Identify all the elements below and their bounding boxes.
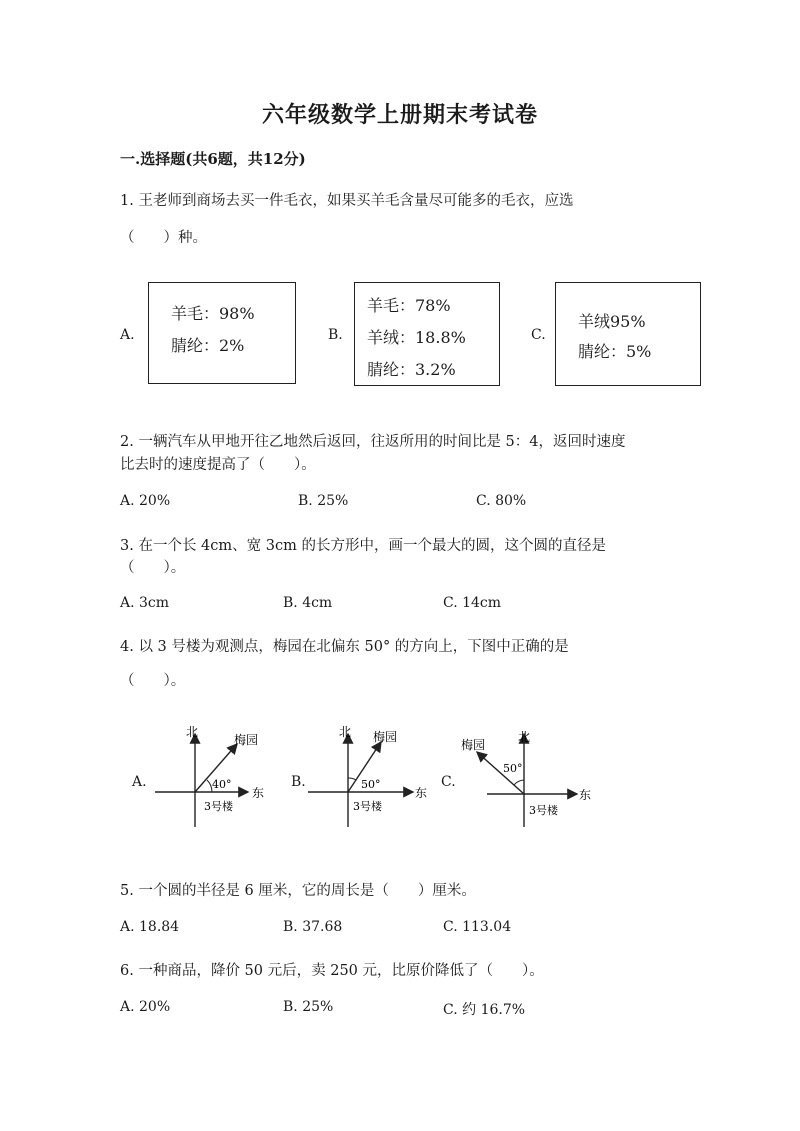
q5-option-b: B. 37.68 [283, 919, 343, 935]
question-2-text-cont: 比去时的速度提高了（ ）。 [120, 457, 316, 473]
question-3-text-cont: （ ）。 [120, 560, 186, 576]
question-4-text: 4. 以 3 号楼为观测点，梅园在北偏东 50° 的方向上，下图中正确的是 [120, 639, 569, 655]
garden-label: 梅园 [373, 730, 398, 744]
q1-option-b-label: B. [328, 327, 343, 343]
q6-option-b: B. 25% [283, 999, 334, 1015]
q5-option-c: C. 113.04 [443, 919, 512, 935]
q1-option-c-box [555, 282, 701, 386]
q2-option-b: B. 25% [298, 493, 349, 509]
q1-option-c-label: C. [531, 327, 546, 343]
q1-option-a-line: 腈纶：2% [171, 336, 245, 355]
question-4-text-cont: （ ）。 [120, 673, 186, 689]
q1-option-b-box [354, 282, 500, 386]
north-label: 北 [339, 725, 352, 739]
q2-option-c: C. 80% [476, 493, 527, 509]
angle-label: 40° [212, 778, 232, 791]
q6-option-a: A. 20% [120, 999, 171, 1015]
north-label: 北 [186, 725, 199, 739]
q1-option-b-line: 羊绒：18.8% [367, 328, 466, 347]
q1-option-b-line: 腈纶：3.2% [367, 360, 456, 379]
angle-label: 50° [503, 762, 523, 775]
garden-label: 梅园 [234, 733, 259, 747]
q6-option-c: C. 约 16.7% [443, 1002, 526, 1018]
q1-option-b-line: 羊毛：78% [367, 296, 451, 315]
q3-option-a: A. 3cm [120, 595, 170, 611]
east-label: 东 [252, 786, 265, 800]
question-3-text: 3. 在一个长 4cm、宽 3cm 的长方形中，画一个最大的圆，这个圆的直径是 [120, 538, 606, 554]
building-label: 3号楼 [204, 800, 233, 813]
q1-option-a-label: A. [120, 327, 135, 343]
q3-option-c: C. 14cm [443, 595, 502, 611]
east-label: 东 [579, 788, 592, 802]
q4-diagram-b [303, 722, 433, 834]
question-6-text: 6. 一种商品，降价 50 元后，卖 250 元，比原价降低了（ ）。 [120, 963, 544, 979]
q4-diagram-a [150, 722, 280, 834]
angle-label: 50° [361, 778, 381, 791]
question-5-text: 5. 一个圆的半径是 6 厘米，它的周长是（ ）厘米。 [120, 883, 476, 899]
question-1-text-cont: （ ）种。 [120, 230, 207, 246]
section-heading: 一.选择题(共6题，共12分) [120, 150, 306, 168]
building-label: 3号楼 [529, 804, 558, 817]
q5-option-a: A. 18.84 [120, 919, 180, 935]
q4-diagram-c [455, 722, 595, 834]
q3-option-b: B. 4cm [283, 595, 333, 611]
q4-option-c-label: C. [441, 774, 456, 790]
q1-option-a-line: 羊毛：98% [171, 304, 255, 323]
garden-label: 梅园 [461, 738, 486, 752]
east-label: 东 [415, 786, 428, 800]
q1-option-c-line: 羊绒95% [578, 312, 646, 331]
building-label: 3号楼 [353, 800, 382, 813]
q4-option-b-label: B. [291, 774, 306, 790]
page-title: 六年级数学上册期末考试卷 [261, 102, 538, 128]
q4-option-a-label: A. [132, 774, 147, 790]
q1-option-c-line: 腈纶：5% [578, 342, 652, 361]
question-1-text: 1. 王老师到商场去买一件毛衣，如果买羊毛含量尽可能多的毛衣，应选 [120, 193, 574, 209]
q2-option-a: A. 20% [120, 493, 171, 509]
q1-option-a-box [148, 282, 296, 384]
north-label: 北 [518, 730, 531, 744]
question-2-text: 2. 一辆汽车从甲地开往乙地然后返回，往返所用的时间比是 5：4，返回时速度 [120, 434, 626, 450]
